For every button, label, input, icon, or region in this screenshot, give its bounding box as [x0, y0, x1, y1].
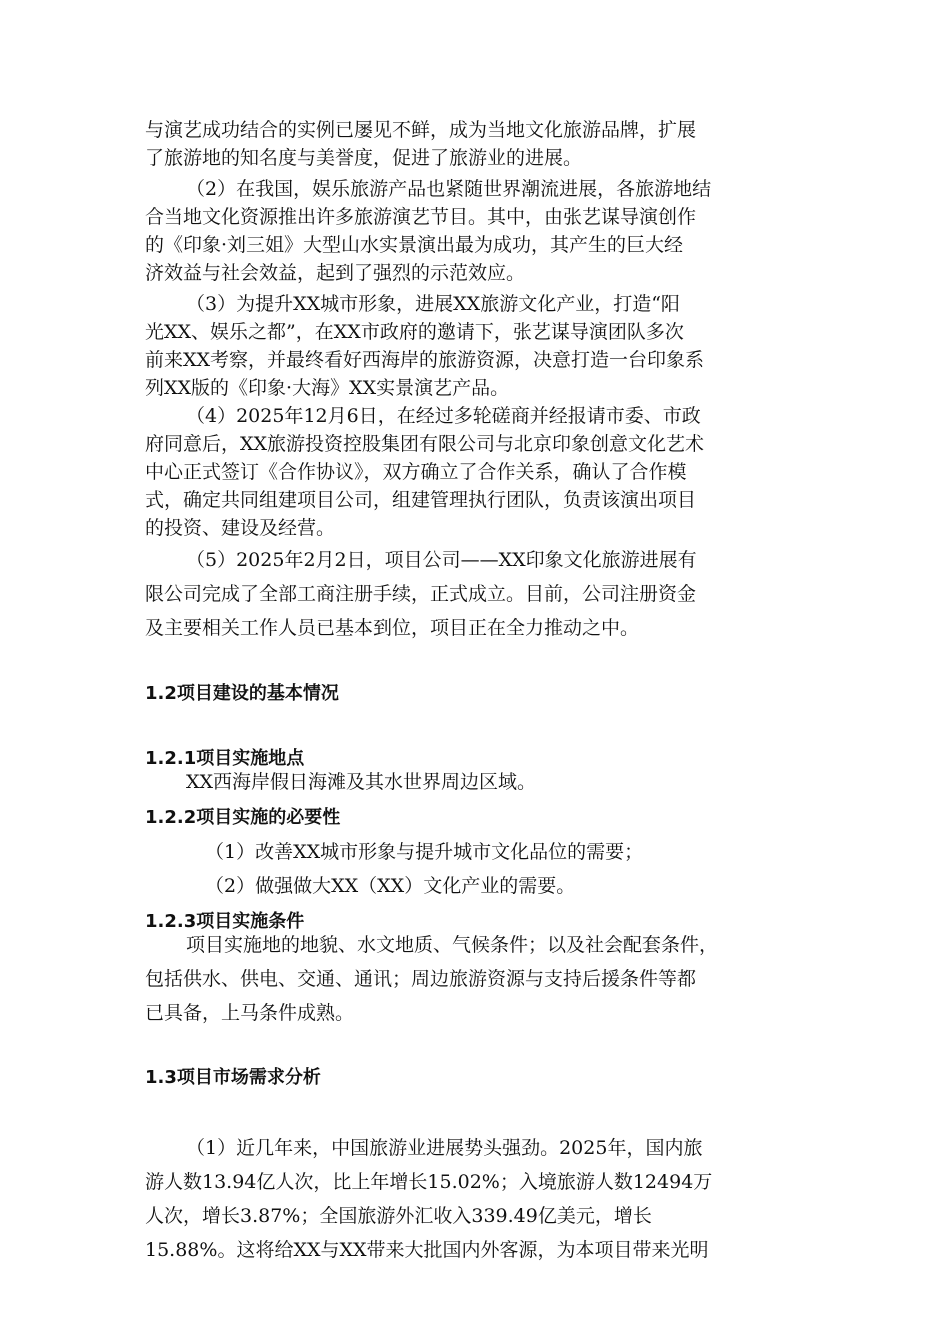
paragraph-line: 合当地文化资源推出许多旅游演艺节目。其中，由张艺谋导演创作 [145, 206, 697, 228]
paragraph-line: 府同意后，XX旅游投资控股集团有限公司与北京印象创意文化艺术 [145, 433, 705, 455]
paragraph-line: 光XX、娱乐之都”，在XX市政府的邀请下，张艺谋导演团队多次 [145, 321, 684, 343]
paragraph-line: （2）在我国，娱乐旅游产品也紧随世界潮流进展，各旅游地结 [186, 178, 712, 200]
paragraph-line: 限公司完成了全部工商注册手续，正式成立。目前，公司注册资金 [145, 583, 697, 605]
paragraph-line: 中心正式签订《合作协议》，双方确立了合作关系，确认了合作模 [145, 461, 687, 483]
subsection-heading: 1.2.2项目实施的必要性 [145, 807, 341, 828]
paragraph-line: 游人数13.94亿人次，比上年增长15.02%；入境旅游人数12494万 [145, 1171, 713, 1193]
paragraph-line: 包括供水、供电、交通、通讯；周边旅游资源与支持后援条件等都 [145, 968, 697, 990]
paragraph-line: 式，确定共同组建项目公司，组建管理执行团队，负责该演出项目 [145, 489, 697, 511]
paragraph-line: 项目实施地的地貌、水文地质、气候条件；以及社会配套条件， [186, 934, 719, 956]
section-heading: 1.3项目市场需求分析 [145, 1067, 321, 1088]
paragraph-line: 济效益与社会效益，起到了强烈的示范效应。 [145, 262, 526, 284]
paragraph-line: 人次，增长3.87%；全国旅游外汇收入339.49亿美元，增长 [145, 1205, 652, 1227]
paragraph-line: 了旅游地的知名度与美誉度，促进了旅游业的进展。 [145, 147, 583, 169]
paragraph-line: 的《印象·刘三姐》大型山水实景演出最为成功，其产生的巨大经 [145, 234, 684, 256]
paragraph-line: 与演艺成功结合的实例已屡见不鲜，成为当地文化旅游品牌，扩展 [145, 119, 697, 141]
subsection-heading: 1.2.3项目实施条件 [145, 911, 305, 932]
paragraph-line: 列XX版的《印象·大海》XX实景演艺产品。 [145, 377, 510, 399]
paragraph-line: （5）2025年2月2日，项目公司——XX印象文化旅游进展有 [186, 549, 697, 571]
section-heading: 1.2项目建设的基本情况 [145, 683, 339, 704]
paragraph-line: 及主要相关工作人员已基本到位，项目正在全力推动之中。 [145, 617, 640, 639]
paragraph-line: 的投资、建设及经营。 [145, 517, 336, 539]
paragraph-line: 15.88%。这将给XX与XX带来大批国内外客源，为本项目带来光明 [145, 1239, 709, 1261]
paragraph-line: 前来XX考察，并最终看好西海岸的旅游资源，决意打造一台印象系 [145, 349, 705, 371]
paragraph-line: （4）2025年12月6日，在经过多轮磋商并经报请市委、市政 [186, 405, 701, 427]
subsection-heading: 1.2.1项目实施地点 [145, 748, 305, 769]
paragraph-line: （1）改善XX城市形象与提升城市文化品位的需要； [205, 841, 644, 863]
paragraph-line: （2）做强做大XX（XX）文化产业的需要。 [205, 875, 576, 897]
paragraph-line: （3）为提升XX城市形象，进展XX旅游文化产业，打造“阳 [186, 293, 680, 315]
paragraph-line: XX西海岸假日海滩及其水世界周边区域。 [186, 771, 537, 793]
paragraph-line: 已具备，上马条件成熟。 [145, 1002, 355, 1024]
paragraph-line: （1）近几年来，中国旅游业进展势头强劲。2025年，国内旅 [186, 1137, 703, 1159]
